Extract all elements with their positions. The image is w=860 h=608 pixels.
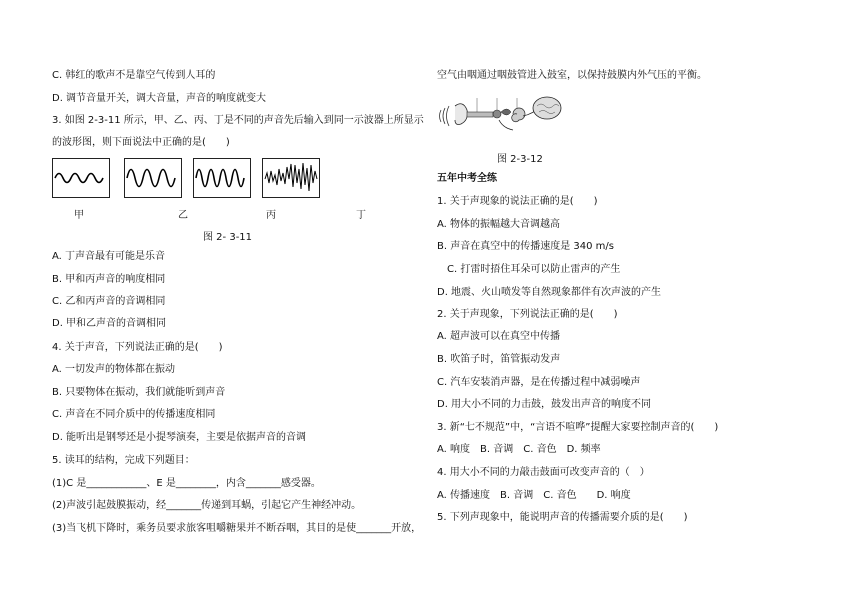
- option-line: B. 吹笛子时，笛管振动发声: [437, 354, 561, 365]
- text-line: C. 韩红的歌声不是靠空气传到人耳的: [52, 70, 216, 81]
- figure-caption: 图 2- 3-11: [203, 232, 253, 243]
- ear-structure-figure: [437, 92, 573, 136]
- option-line: A. 传播速度 B. 音调 C. 音色 D. 响度: [437, 490, 631, 501]
- waveform-label: 甲: [74, 210, 84, 221]
- waveform-jia: [52, 158, 110, 198]
- option-line: A. 物体的振幅越大音调越高: [437, 219, 561, 230]
- waveform-ding: [262, 158, 320, 198]
- question-5: 5. 读耳的结构，完成下列题目：: [52, 455, 195, 466]
- waveform-bing: [193, 158, 251, 198]
- option-line: C. 乙和丙声音的音调相同: [52, 296, 166, 307]
- option-line: B. 甲和丙声音的响度相同: [52, 274, 166, 285]
- option-line: A. 一切发声的物体都在振动: [52, 364, 176, 375]
- text-line: 空气由咽通过咽鼓管进入鼓室，以保持鼓膜内外气压的平衡。: [437, 70, 707, 81]
- question-5: 5. 下列声现象中，能说明声音的传播需要介质的是( ): [437, 512, 688, 523]
- fill-line: (2)声波引起鼓膜振动，经_______传递到耳蜗，引起它产生神经冲动。: [52, 500, 362, 511]
- option-line: A. 丁声音最有可能是乐音: [52, 251, 166, 262]
- option-line: A. 超声波可以在真空中传播: [437, 331, 561, 342]
- question-3: 3. 如图 2-3-11 所示，甲、乙、丙、丁是不同的声音先后输入到同一示波器上所显示: [52, 115, 424, 126]
- waveform-label: 丙: [266, 210, 276, 221]
- waveform-label: 乙: [178, 210, 188, 221]
- option-line: D. 能听出是钢琴还是小提琴演奏，主要是依据声音的音调: [52, 432, 307, 443]
- text-line: D. 调节音量开关，调大音量，声音的响度就变大: [52, 93, 267, 104]
- option-line: D. 地震、火山喷发等自然现象都伴有次声波的产生: [437, 287, 662, 298]
- fill-line: (3)当飞机下降时，乘务员要求旅客咀嚼糖果并不断吞咽，其目的是使_______开放，: [52, 523, 422, 534]
- figure-caption: 图 2-3-12: [497, 154, 543, 165]
- question-4: 4. 用大小不同的力敲击鼓面可改变声音的（ ）: [437, 467, 650, 478]
- option-line: D. 用大小不同的力击鼓，鼓发出声音的响度不同: [437, 399, 652, 410]
- text-line: 的波形图，则下面说法中正确的是( ): [52, 137, 230, 148]
- waveform-label: 丁: [356, 210, 366, 221]
- option-line: D. 甲和乙声音的音调相同: [52, 318, 167, 329]
- option-line: C. 声音在不同介质中的传播速度相同: [52, 409, 216, 420]
- waveform-yi: [124, 158, 182, 198]
- question-4: 4. 关于声音，下列说法正确的是( ): [52, 342, 223, 353]
- option-line: C. 打雷时捂住耳朵可以防止雷声的产生: [437, 264, 621, 275]
- option-line: C. 汽车安装消声器，是在传播过程中减弱噪声: [437, 377, 641, 388]
- option-line: B. 声音在真空中的传播速度是 340 m/s: [437, 241, 614, 252]
- question-1: 1. 关于声现象的说法正确的是( ): [437, 196, 598, 207]
- question-3: 3. 新“七不规范”中，“言语不喧哗”提醒大家要控制声音的( ): [437, 422, 719, 433]
- question-2: 2. 关于声现象，下列说法正确的是( ): [437, 309, 618, 320]
- option-line: A. 响度 B. 音调 C. 音色 D. 频率: [437, 444, 601, 455]
- fill-line: (1)C 是____________、E 是________，内含_______感受器。: [52, 478, 321, 489]
- option-line: B. 只要物体在振动，我们就能听到声音: [52, 387, 226, 398]
- section-title: 五年中考全练: [437, 173, 497, 184]
